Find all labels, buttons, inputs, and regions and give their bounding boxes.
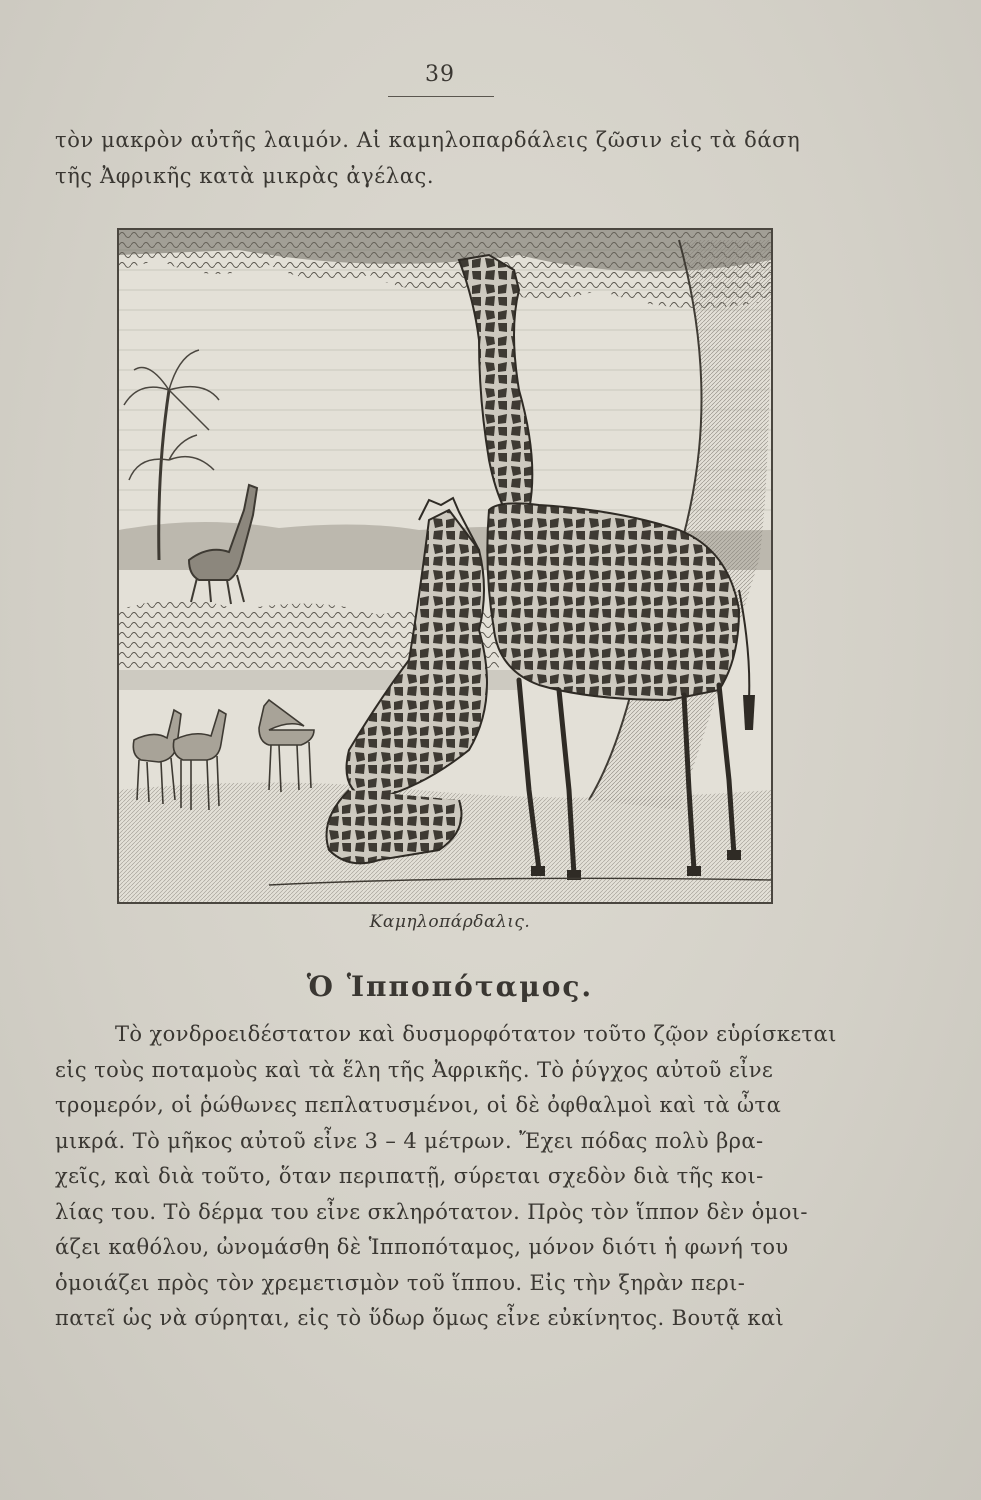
page-number-rule (388, 96, 494, 97)
body-line: ὁμοιάζει πρὸς τὸν χρεμετισμὸν τοῦ ἵππου. Εἰς τὴν ξηρὰν περι- (55, 1270, 746, 1295)
body-line: πατεῖ ὡς νὰ σύρηται, εἰς τὸ ὕδωρ ὅμως εἶνε εὐκίνητος. Βουτᾷ καὶ (55, 1306, 785, 1330)
body-line: άζει καθόλου, ὠνομάσθη δὲ Ἱπποπόταμος, μόνον διότι ἡ φωνή του (55, 1235, 789, 1259)
page-number: 39 (425, 62, 455, 87)
body-line: λίας του. Τὸ δέρμα του εἶνε σκληρότατον. Πρὸς τὸν ἵππον δὲν ὁμοι- (55, 1199, 808, 1224)
intro-line: τῆς Ἀφρικῆς κατὰ μικρὰς ἀγέλας. (55, 164, 435, 188)
body-line: χεῖς, καὶ διὰ τοῦτο, ὅταν περιπατῇ, σύρεται σχεδὸν διὰ τῆς κοι- (55, 1164, 764, 1188)
giraffe-engraving (117, 228, 773, 904)
section-title: Ὁ Ἱπποπόταμος. (306, 970, 594, 1003)
giraffe-illustration (119, 230, 771, 902)
body-line: Τὸ χονδροειδέστατον καὶ δυσμορφότατον τοῦτο ζῷον εὑρίσκεται (115, 1022, 837, 1046)
body-line: τρομερόν, οἱ ῥώθωνες πεπλατυσμένοι, οἱ δὲ ὀφθαλμοὶ καὶ τὰ ὦτα (55, 1093, 782, 1117)
body-line: μικρά. Τὸ μῆκος αὐτοῦ εἶνε 3 – 4 μέτρων. Ἔχει πόδας πολὺ βρα- (55, 1128, 764, 1153)
intro-paragraph (55, 122, 845, 194)
body-line: εἰς τοὺς ποταμοὺς καὶ τὰ ἕλη τῆς Ἀφρικῆς. Τὸ ῥύγχος αὐτοῦ εἶνε (55, 1057, 774, 1082)
intro-line: τὸν μακρὸν αὐτῆς λαιμόν. Αἱ καμηλοπαρδάλεις ζῶσιν εἰς τὰ δάση (55, 128, 801, 152)
figure-caption: Καμηλοπάρδαλις. (369, 912, 531, 932)
body-paragraph (55, 1017, 845, 1337)
